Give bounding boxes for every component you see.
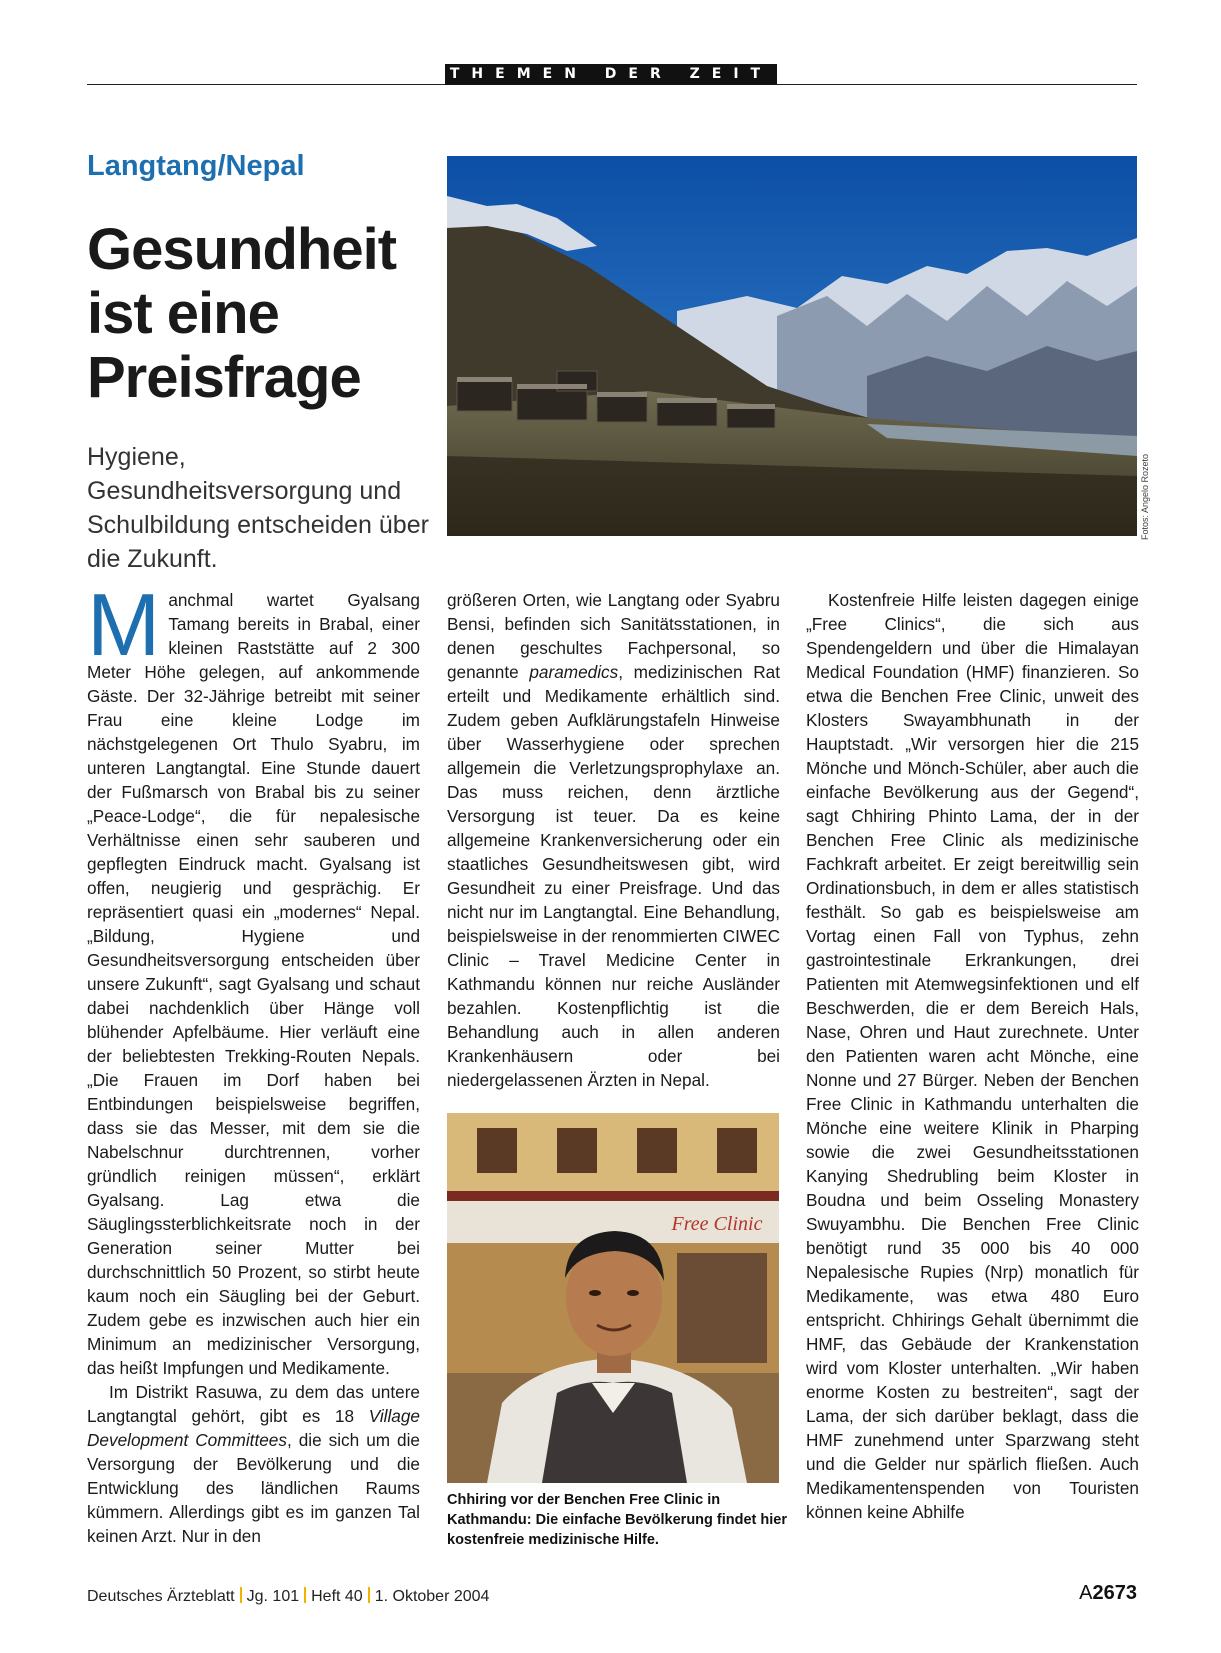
col1-paragraph-2b: , die sich um die Versorgung der Bevölkerung und die Entwicklung des ländlichen Raums kümmern. Allerdings gibt es im ganzen Tal keinen Arzt. Nur in den <box>87 1430 420 1546</box>
body-column-2 <box>447 588 780 1088</box>
col1-paragraph-1: anchmal wartet Gyalsang Tamang bereits in Brabal, einer kleinen Raststätte auf 2 300 Meter Höhe gelegen, auf ankommende Gäste. Der 32-Jährige betreibt mit seiner Frau eine kleine Lodge im nächstgelegenen Ort Thulo Syabru, im unteren Langtangtal. Eine Stunde dauert der Fußmarsch von Brabal bis zu seiner „Peace-Lodge“, die für nepalesische Verhältnisse einen sehr sauberen und gepflegten Eindruck macht. Gyalsang ist offen, neugierig und gesprächig. Er repräsentiert quasi ein „modernes“ Nepal. „Bildung, Hygiene und Gesundheitsversorgung entscheiden über unsere Zukunft“, sagt Gyalsang und schaut dabei nachdenklich über Hänge voll blühender Apfelbäume. Hier verläuft eine der beliebtesten Trekking-Routen Nepals. „Die Frauen im Dorf haben bei Entbindungen beispielsweise begriffen, dass sie das Messer, mit dem sie die Nabelschnur durchtrennen, vorher gründlich reinigen müssen“, erklärt Gyalsang. Lag etwa die Säuglingssterblichkeitsrate noch in der Generation seiner Mutter bei durchschnittlich 50 Prozent, so stirbt heute kaum noch ein Säugling bei der Geburt. Zudem gebe es inzwischen auch hier ein Minimum an medizinischer Versorgung, das heißt Impfungen und Medikamente. <box>87 590 420 1378</box>
col1-paragraph-2-italic: Village Development Committees <box>87 1406 420 1450</box>
photo-caption: Chhiring vor der Benchen Free Clinic in Kathmandu: Die einfache Bevölkerung findet hier kostenfreie medizinische Hilfe. <box>447 1492 787 1548</box>
footer-journal: Deutsches Ärzteblatt <box>87 1588 235 1605</box>
page-number-prefix: A <box>1079 1582 1093 1604</box>
langtang-valley-photo <box>447 156 1137 536</box>
footer-separator <box>304 1587 306 1603</box>
col2-italic: paramedics <box>529 662 619 682</box>
footer-separator <box>368 1587 370 1603</box>
col3-paragraph: Kostenfreie Hilfe leisten dagegen einige „Free Clinics“, die sich aus Spendengeldern und über die Himalayan Medical Foundation (HMF) finanzieren. So etwa die Benchen Free Clinic, unweit des Klosters Swayambhunath in der Hauptstadt. „Wir versorgen hier die 215 Mönche und Mönch-Schüler, aber auch die einfache Bevölkerung aus der Gegend“, sagt Chhiring Phinto Lama, der in der Benchen Free Clinic als medizinische Fachkraft arbeitet. Er zeigt bereitwillig sein Ordinationsbuch, in dem er alles statistisch festhält. So gab es beispielsweise am Vortag einen Fall von Typhus, zehn gastrointestinale Erkrankungen, drei Patienten mit Atemwegsinfektionen und elf Beschwerden, die er dem Bereich Hals, Nase, Ohren und Haut zurechnete. Unter den Patienten waren acht Mönche, eine Nonne und 27 Bürger. Neben der Benchen Free Clinic in Kathmandu unterhalten die Mönche eine weitere Klinik in Pharping sowie die zwei Gesundheitsstationen Kanying Shedrubling beim Kloster in Boudna und beim Osseling Monastery Swuyambhu. Die Benchen Free Clinic benötigt rund 35 000 bis 40 000 Nepalesische Rupies (Nrp) monatlich für Medikamente, was etwa 480 Euro entspricht. Chhirings Gehalt übernimmt die HMF, das Gebäude der Krankenstation wird vom Kloster unterhalten. „Wir haben enorme Kosten zu bestreiten“, sagt der Lama, der sich darüber beklagt, dass die HMF zunehmend unter Sparzwang steht und die Gelder nur spärlich fließen. Auch Medikamentenspenden von Touristen können keine Abhilfe <box>806 590 1139 1522</box>
article-kicker: Langtang/Nepal <box>87 150 305 182</box>
clinic-sign-text: Free Clinic <box>671 1213 763 1235</box>
body-column-3 <box>806 588 1139 1548</box>
article-subhead: Hygiene, Gesundheitsversorgung und Schulbildung entscheiden über die Zukunft. <box>87 443 429 573</box>
photo-credit: Fotos: Angelo Rozeto <box>1140 453 1150 540</box>
col1-paragraph-2a: Im Distrikt Rasuwa, zu dem das untere Langtangtal gehört, gibt es 18 <box>87 1382 420 1426</box>
section-label: THEMEN DER ZEIT <box>445 64 777 85</box>
page-number-value: 2673 <box>1092 1582 1137 1604</box>
footer-issue: Heft 40 <box>311 1588 363 1605</box>
footer-separator <box>240 1587 242 1603</box>
col2-text-a: größeren Orten, wie Langtang oder Syabru Bensi, befinden sich Sanitätsstationen, in denen geschultes Fachpersonal, so genannte <box>447 590 780 682</box>
drop-cap: M <box>87 575 161 674</box>
footer-volume: Jg. 101 <box>246 1588 300 1605</box>
article-headline: Gesundheit ist eine Preisfrage <box>87 217 397 410</box>
col2-text-b: , medizinischen Rat erteilt und Medikamente erhältlich sind. Zudem geben Aufklärungstafeln Hinweise über Wasserhygiene oder sprechen allgemein die Verletzungsprophylaxe an. Das muss reichen, denn ärztliche Versorgung ist teuer. Da es keine allgemeine Krankenversicherung oder ein staatliches Gesundheitswesen gibt, wird Gesundheit zu einer Preisfrage. Und das nicht nur im Langtangtal. Eine Behandlung, beispielsweise in der renommierten CIWEC Clinic – Travel Medicine Center in Kathmandu können nur reiche Ausländer bezahlen. Kostenpflichtig ist die Behandlung auch in allen anderen Krankenhäusern oder bei niedergelassenen Ärzten in Nepal. <box>447 662 781 1090</box>
footer-date: 1. Oktober 2004 <box>374 1588 490 1605</box>
page-number <box>1079 1582 1137 1605</box>
chhiring-portrait-photo <box>447 1113 779 1483</box>
body-column-1 <box>87 575 420 1548</box>
footer-citation <box>87 1587 489 1606</box>
